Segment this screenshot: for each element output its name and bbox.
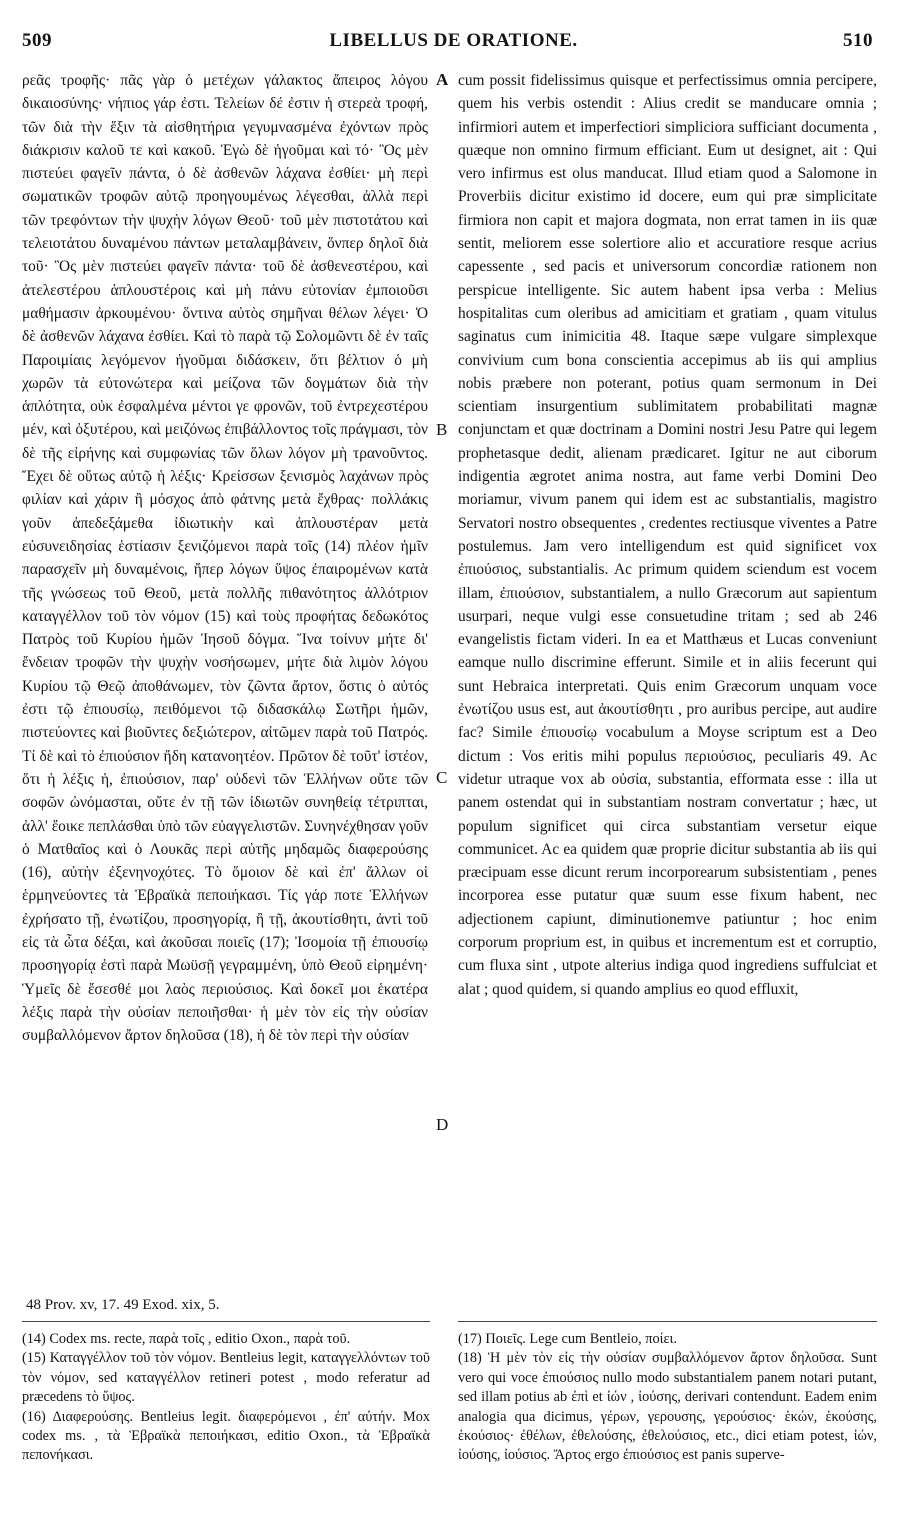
greek-text: ρεᾶς τροφῆς· πᾶς γὰρ ὁ μετέχων γάλακτος ἄπειρος λόγου δικαιοσύνης· νήπιος γάρ ἐστι. Τελείων δέ ἐστιν ἡ στερεὰ τροφή, τῶν διὰ τὴν ἕξιν τὰ αἰσθητήρια γεγυμνασμένα ἐχόντων πρὸς διάκρισιν καλοῦ τε καὶ κακοῦ. Ἐγὼ δὲ ἡγοῦμαι καὶ τό· Ὃς μὲν πιστεύει φαγεῖν πάντα, ὁ δὲ ἀσθενῶν λάχανα ἐσθίει· μὴ περὶ σωματικῶν τροφῶν αὐτῷ προηγουμένως λέγεσθαι, ἀλλὰ περὶ τῶν τρεφόντων τὴν ψυχὴν λόγων Θεοῦ· τοῦ μὲν πιστοτάτου καὶ τελειοτάτου δυναμένου πάντων μεταλαμβάνειν, ὅνπερ δηλοῖ διὰ τοῦ· Ὃς μὲν πιστεύει φαγεῖν πάντα· τοῦ δὲ ἀσθενεστέρου, καὶ ἀτελεστέρου ἁπλουστέροις καὶ μὴ πάνυ εὐτονίαν ἐμποιοῦσι μαθήμασιν ἀρκουμένου· ὅντινα αὐτὸς σημῆναι θέλων λέγει· Ὁ δὲ ἀσθενῶν λάχανα ἐσθίει. Καὶ τὸ παρὰ τῷ Σολομῶντι δὲ ἐν ταῖς Παροιμίαις λεγόμενον ἡγοῦμαι διδάσκειν, ὅτι βέλτιον ὁ μὴ χωρῶν τὰ εὐτονώτερα καὶ μείζονα τῶν δογμάτων διὰ τὴν ἁπλότητα, οὐκ ἐσφαλμένα μέντοι γε φρονῶν, τοῦ ἐντρεχεστέρου μέν, καὶ ὀξυτέρου, καὶ μειζόνως ἐπιβάλλοντος τοῖς πράγμασι, τὸν δὲ τῆς εἰρήνης καὶ συμφωνίας τῶν ὅλων λόγον μὴ τρανοῦντος. Ἔχει δὲ οὕτως αὐτῷ ἡ λέξις· Κρείσσων ξενισμὸς λαχάνων πρὸς φιλίαν καὶ χάριν ἢ μόσχος ἀπὸ φάτνης μετὰ ἔχθρας· πολλάκις γοῦν ἀπεδεξάμεθα ἰδιωτικὴν καὶ ἁπλουστέραν μετὰ εὐσυνειδησίας ἑστίασιν ξενιζόμενοι παρὰ τοῖς (14) πλέον ἡμῖν παρασχεῖν μὴ δυναμένοις, ἤπερ λόγων ὕψος ἐπαιρομένων κατὰ τῆς γνώσεως τοῦ Θεοῦ, μετὰ πολλῆς πιθανότητος ἀλλότριον καταγγέλλον τοῦ τὸν νόμον (15) καὶ τοὺς προφήτας δεδωκότος Πατρὸς τοῦ Κυρίου ἡμῶν Ἰησοῦ δόγμα. Ἵνα τοίνυν μήτε δι' ἔνδειαν τροφῶν τὴν ψυχὴν νοσήσωμεν, μήτε διὰ λιμὸν λόγου Κυρίου τῷ Θεῷ ἀποθάνωμεν, τὸν ζῶντα ἄρτον, ὅστις ὁ αὐτός ἐστι τῷ ἐπιουσίῳ, πειθόμενοι τῷ διδασκάλῳ Σωτῆρι ἡμῶν, πιστεύοντες καὶ βιοῦντες δεξιώτερον, αἰτῶμεν παρὰ τοῦ Πατρός. Τί δὲ καὶ τὸ ἐπιούσιον ἤδη κατανοητέον. Πρῶτον δὲ τοῦτ' ἰστέον, ὅτι ἡ λέξις ἡ, ἐπιούσιον, παρ' οὐδενὶ τῶν Ἑλλήνων οὔτε τῶν σοφῶν ὠνόμασται, οὔτε ἐν τῇ τῶν ἰδιωτῶν συνηθείᾳ τέτριπται, ἀλλ' ἔοικε πεπλάσθαι ὑπὸ τῶν εὐαγγελιστῶν. Συνηνέχθησαν γοῦν ὁ Ματθαῖος καὶ ὁ Λουκᾶς περὶ αὐτῆς μηδαμῶς διαφερούσης (16), αὐτὴν ἐξενηνοχότες. Τὸ ὅμοιον δὲ καὶ ἐπ' ἄλλων οἱ ἑρμηνεύοντες τὰ Ἑβραϊκὰ πεποιήκασι. Τίς γάρ ποτε Ἑλλήνων ἐχρήσατο τῇ, ἐνωτίζου, προσηγορίᾳ, ἢ τῇ, ἀκουτίσθητι, ἀντὶ τοῦ εἰς τὰ ὦτα δέξαι, καὶ ἀκοῦσαι ποιεῖς (17); Ἰσομοία τῇ ἐπιουσίῳ προσηγορίᾳ ἐστὶ παρὰ Μωϋσῇ γεγραμμένη, ὑπὸ Θεοῦ εἰρημένη· Ὑμεῖς δὲ ἔσεσθέ μοι λαὸς περιούσιος. Καὶ δοκεῖ μοι ἑκατέρα λέξις παρὰ τὴν οὐσίαν πεποιῆσθαι· ἡ μὲν τὸν εἰς τὴν οὐσίαν συμβαλλόμενον ἄρτον δηλοῦσα (18), ἡ δὲ τὸν περὶ τὴν οὐσίαν [22, 72, 428, 1045]
margin-mark-a: A [436, 70, 449, 89]
running-title: LIBELLUS DE ORATIONE. [329, 30, 578, 51]
notes-divider-right [458, 1321, 877, 1322]
critical-notes-right [458, 1330, 877, 1466]
greek-column [22, 69, 428, 1047]
page-number-right: 510 [843, 30, 873, 51]
note-15: (15) Καταγγέλλον τοῦ τὸν νόμον. Bentleius legit, καταγγελλόντων τοῦ τὸν νόμον, sed καταγγέλλον retineri potest , modo referatur ad præcedens τὸ ὕψος. [22, 1350, 430, 1406]
margin-mark-b: B [436, 420, 448, 439]
running-header [0, 30, 907, 60]
scripture-references: 48 Prov. xv, 17. 49 Exod. xix, 5. [26, 1297, 220, 1313]
margin-mark-c: C [436, 768, 448, 787]
note-17: (17) Ποιεῖς. Lege cum Bentleio, ποίει. [458, 1331, 677, 1347]
note-16: (16) Διαφερούσης. Bentleius legit. διαφερόμενοι , ἐπ' αὐτήν. Mox codex ms. , τὰ Ἑβραϊκὰ πεποιήκασι, editio Oxon., τὰ Ἑβραϊκὰ πεπονήκασι. [22, 1408, 430, 1464]
latin-column [458, 69, 877, 1001]
critical-notes-left [22, 1330, 430, 1466]
notes-divider-left [22, 1321, 430, 1322]
latin-text: cum possit fidelissimus quisque et perfectissimus omnia percipere, quem his verbis ostendit : Alius credit se manducare omnia ; infirmiori autem et imperfectiori simpliciora sufficiant documenta , quæque non omnino firmum efficiant. Eum ut designet, ait : Qui vero infirmus est olus manducat. Illud etiam quod a Salomone in Proverbiis dicitur existimo id docere, eum qui præ simplicitate firmiora non capit et majora dogmata, non errat tamen in iis quæ sentit, meliorem esse solertiore alio et accuratiore resque acrius capessente , sed pacis et universorum concordiæ rationem non perspicue intelligente. Sic autem habent ipsa verba : Melius hospitalitas cum oleribus ad amicitiam et gratiam , quam vitulus saginatus cum inimicitia 48. Itaque sæpe vulgare simplexque convivium cum bona conscientia accepimus ab iis qui amplius nobis præbere non poterant, potius quam sermonum in Dei scientiam insurgentium sublimitatem probabilitati magnæ conjunctam et quæ doctrinam a Domini nostri Jesu Patre qui legem prophetasque dedit, alienam prædicaret. Igitur ne aut ciborum indigentia ægrotet anima nostra, aut fame verbi Domini Deo moriamur, vivum panem qui idem est ac substantialis, magistro Servatori nostro obsequentes , credentes rectiusque viventes a Patre postulemus. Jam vero intelligendum est quid significet vox ἐπιούσιος, substantialis. Ac primum quidem sciendum est vocem illam, ἐπιούσιον, substantialem, a nullo Græcorum aut sapientum usurpari, neque vulgi esse consuetudine tritam ; sed ab 246 evangelistis fictam videri. In ea et Matthæus et Lucas conveniunt eamque nullo discrimine efferunt. Simile et in aliis fecerunt qui sunt Hebraica interpretati. Quis enim Græcorum unquam voce ἐνωτίζου usus est, aut ἀκουτίσθητι , pro auribus percipe, aut audire fac? Simile ἐπιουσίῳ vocabulum a Moyse scriptum est a Deo dictum : Vos eritis mihi populus περιούσιος, peculiaris 49. Ac videtur utraque vox ab οὐσία, substantia, efformata esse : illa ut panem ostendat qui in substantiam nostram convertatur ; hæc, ut populum significet qui circa substantiam versetur eique communicet. Ac ea quidem quæ proprie dicitur substantia ab iis qui præcipuam esse dicunt rerum incorporearum subsistentiam , penes incorporea esse putatur quæ suum esse fixum habent, nec adjectionem capiunt, diminutionemve patiuntur ; hoc enim corporum proprium est, in quibus et incrementum est et corruptio, cum fluxa sint , utpote alterius indiga quod ingrediens suffulciat et alat ; quod quidem, si quando amplius eo quod effluxit, [458, 72, 877, 998]
page-number-left: 509 [22, 30, 52, 51]
note-14: (14) Codex ms. recte, παρὰ τοῖς , editio Oxon., παρὰ τοῦ. [22, 1331, 351, 1347]
note-18: (18) Ἡ μὲν τὸν εἰς τὴν οὐσίαν συμβαλλόμενον ἄρτον δηλοῦσα. Sunt vero qui voce ἐπιούσιος nullo modo substantialem panem notari putant, sed illam potius ab ἐπὶ et ἰών , ἰούσης, derivari contendunt. Eadem enim analogia qua dicimus, γέρων, γερουσης, γερούσιος· ἑκών, ἑκούσης, ἑκούσιος· ἐθέλων, ἐθελούσης, ἐθελούσιος, etc., dici etiam potest, ἰών, ἰούσης, ἰούσιος. Ἄρτος ergo ἐπιούσιος est panis superve- [458, 1350, 877, 1464]
margin-mark-d: D [436, 1115, 449, 1134]
